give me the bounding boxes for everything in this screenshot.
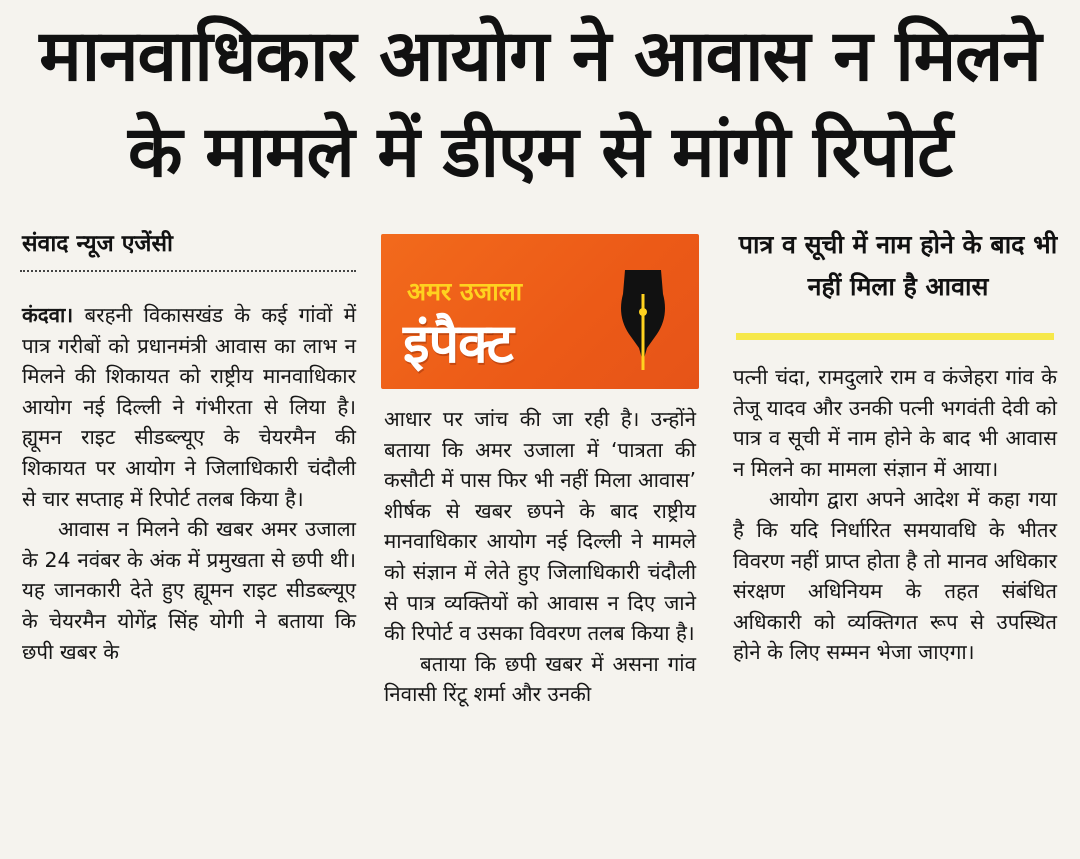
column-1-paragraph-1 <box>22 300 356 514</box>
article-column-1 <box>22 300 356 667</box>
amar-ujala-impact-logo <box>381 234 699 389</box>
dateline: कंदवा। <box>22 303 74 327</box>
headline-line-2: के मामले में डीएम से मांगी रिपोर्ट <box>128 110 952 193</box>
logo-impact-text: इंपैक्ट <box>403 312 513 375</box>
byline-divider <box>20 270 356 272</box>
column-1-paragraph-1-text: बरहनी विकासखंड के कई गांवों में पात्र गरीबों को प्रधानमंत्री आवास का लाभ न मिलने की शिकायत को राष्ट्रीय मानवाधिकार आयोग नई दिल्ली ने गंभीरता से लिया है। ह्यूमन राइट सीडब्ल्यूए के चेयरमैन की शिकायत पर आयोग ने जिलाधिकारी चंदौली से चार सप्ताह में रिपोर्ट तलब किया है। <box>22 303 356 511</box>
logo-brand-text: अमर उजाला <box>407 277 523 306</box>
fountain-pen-nib-icon <box>603 264 683 374</box>
headline-line-1: मानवाधिकार आयोग ने आवास न मिलने <box>39 14 1041 97</box>
column-2-paragraph-2: बताया कि छपी खबर में असना गांव निवासी रिंटू शर्मा और उनकी <box>384 651 696 707</box>
sidebar-highlight-rule <box>736 333 1054 340</box>
column-1-paragraph-2: आवास न मिलने की खबर अमर उजाला के 24 नवंबर के अंक में प्रमुखता से छपी थी। यह जानकारी देते हुए ह्यूमन राइट सीडब्ल्यूए के चेयरमैन योगेंद्र सिंह योगी ने बताया कि छपी खबर के <box>22 517 356 664</box>
column-3-paragraph-2: आयोग द्वारा अपने आदेश में कहा गया है कि यदि निर्धारित समयावधि के भीतर विवरण नहीं प्राप्त होता है तो मानव अधिकार संरक्षण अधिनियम के तहत संबंधित अधिकारी को व्यक्तिगत रूप से उपस्थित होने के लिए सम्मन भेजा जाएगा। <box>733 487 1057 665</box>
sidebar-headline: पात्र व सूची में नाम होने के बाद भी नहीं मिला है आवास <box>738 230 1058 301</box>
article-column-2 <box>384 404 696 710</box>
column-2-paragraph-1: आधार पर जांच की जा रही है। उन्होंने बताया कि अमर उजाला में ‘पात्रता की कसौटी में पास फिर भी नहीं मिला आवास’ शीर्षक से खबर छपने के बाद राष्ट्रीय मानवाधिकार आयोग नई दिल्ली ने मामले को संज्ञान में लेते हुए जिलाधिकारी चंदौली से पात्र व्यक्तियों को आवास न दिए जाने की रिपोर्ट व उसका विवरण तलब किया है। <box>384 407 696 646</box>
column-3-paragraph-1: पत्नी चंदा, रामदुलारे राम व कंजेहरा गांव के तेजू यादव और उनकी पत्नी भगवंती देवी को पात्र व सूची में नाम होने के बाद भी आवास न मिलने का मामला संज्ञान में आया। <box>733 365 1057 481</box>
headline <box>0 8 1080 200</box>
byline: संवाद न्यूज एजेंसी <box>22 231 174 257</box>
article-column-3 <box>733 362 1057 668</box>
